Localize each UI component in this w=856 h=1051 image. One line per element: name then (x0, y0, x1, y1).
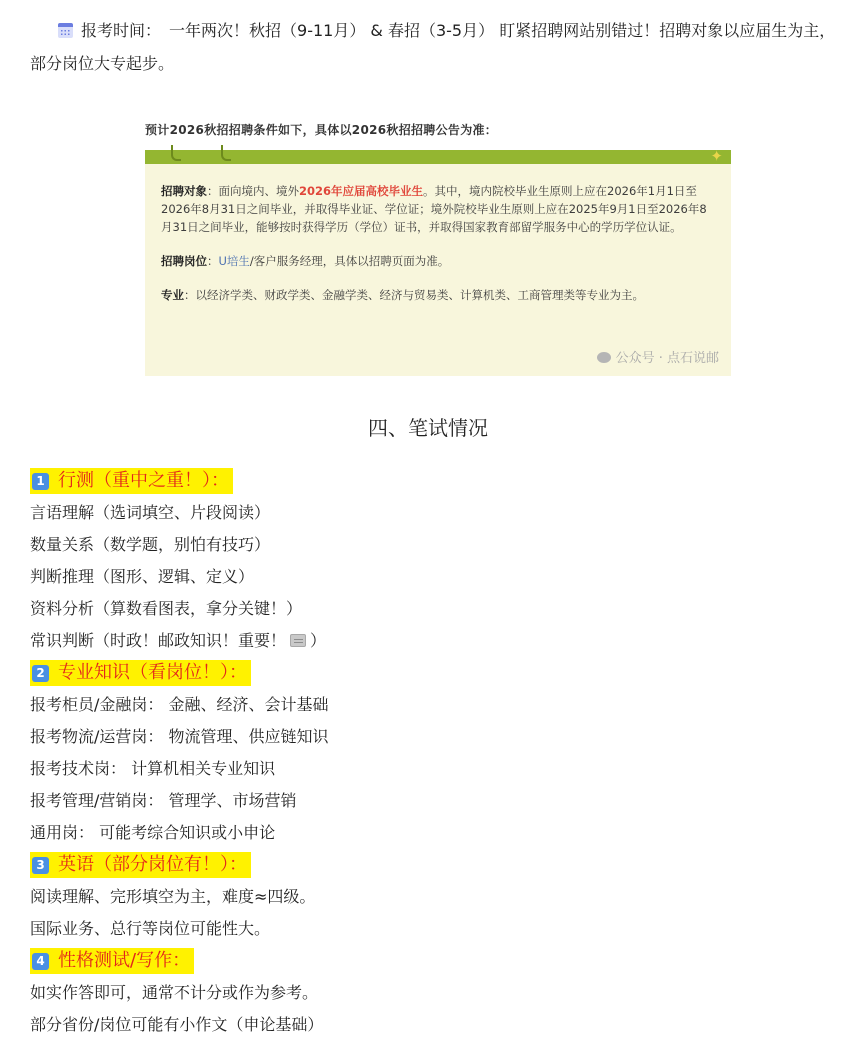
list-item: 报考物流/运营岗： 物流管理、供应链知识 (30, 727, 329, 746)
card-major-text: ：以经济学类、财政学类、金融学类、经济与贸易类、计算机类、工商管理类等专业为主。 (184, 288, 644, 302)
section-heading-text: 英语（部分岗位有！）： (58, 854, 247, 875)
card-target-pre: ：面向境内、境外 (207, 184, 299, 198)
list-item: 报考管理/营销岗： 管理学、市场营销 (30, 791, 297, 810)
card-target-post: 。其中，境内院校毕业生原则上应在2026年1月1日至2026年8月31日之间毕业，并取得毕业证、学位证；境外院校毕业生原则上应在2025年9月1日至2026年8月31日之间毕业，能够按时获得学历（学位）证书，并取得国家教育部留学服务中心的学历学位认证。 (161, 184, 707, 234)
section-heading (30, 849, 830, 881)
section-heading-highlight (30, 660, 251, 686)
card-caption: 预计2026秋招招聘条件如下，具体以2026秋招招聘公告为准： (145, 123, 498, 137)
card-target-highlight: 2026年应届高校毕业生 (299, 184, 424, 198)
calendar-icon (58, 23, 73, 38)
wechat-icon (597, 352, 611, 363)
section-title: 四、笔试情况 (368, 416, 488, 440)
list-item: 如实作答即可，通常不计分或作为参考。 (30, 983, 319, 1002)
card-target-label: 招聘对象 (161, 184, 207, 198)
intro-text: 一年两次！秋招（9-11月） & 春招（3-5月） 盯紧招聘网站别错过！招聘对象以应届生为主，部分岗位大专起步。 (30, 21, 836, 73)
intro-label: 报考时间： (81, 21, 162, 40)
watermark (597, 347, 719, 366)
list-item: 数量关系（数学题，别怕有技巧） (30, 535, 271, 554)
list-item: 部分省份/岗位可能有小作文（申论基础） (30, 1015, 324, 1034)
watermark-text: 公众号 · 点石说邮 (615, 351, 719, 366)
section-heading-highlight (30, 852, 251, 878)
newspaper-icon (290, 634, 306, 647)
intro-paragraph (30, 14, 845, 80)
card-post-paragraph (161, 252, 717, 270)
card-post-colon: ： (207, 254, 219, 268)
number-1-icon: 1 (32, 473, 49, 490)
card-major-paragraph (161, 286, 717, 304)
recruitment-card-image (145, 147, 731, 376)
card-major-label: 专业 (161, 288, 184, 302)
section-heading-highlight (30, 468, 233, 494)
sparkle-icon: ✦ (710, 147, 723, 165)
section-heading-text: 专业知识（看岗位！）： (58, 662, 247, 683)
section-heading-text: 行测（重中之重！）： (58, 470, 229, 491)
list-item-text-end: ） (310, 631, 327, 650)
card-post-label: 招聘岗位 (161, 254, 207, 268)
section-heading (30, 465, 830, 497)
list-item: 资料分析（算数看图表，拿分关键！） (30, 599, 303, 618)
card-post-text: /客户服务经理，具体以招聘页面为准。 (249, 254, 450, 268)
list-item: 通用岗： 可能考综合知识或小申论 (30, 823, 276, 842)
list-item: 阅读理解、完形填空为主，难度≈四级。 (30, 887, 316, 906)
card-body (161, 182, 717, 320)
list-item (30, 625, 830, 657)
section-heading-highlight (30, 948, 194, 974)
section-heading-text: 性格测试/写作： (58, 950, 191, 971)
section-heading (30, 945, 830, 977)
hook-decoration-icon (221, 145, 231, 161)
list-item: 报考柜员/金融岗： 金融、经济、会计基础 (30, 695, 329, 714)
exam-content (30, 465, 830, 1041)
hook-decoration-icon (171, 145, 181, 161)
number-3-icon: 3 (32, 857, 49, 874)
card-top-band (145, 147, 731, 165)
list-item: 报考技术岗： 计算机相关专业知识 (30, 759, 276, 778)
card-post-link[interactable]: U培生 (218, 254, 250, 268)
list-item: 判断推理（图形、逻辑、定义） (30, 567, 255, 586)
card-target-paragraph (161, 182, 717, 236)
list-item-text: 常识判断（时政！邮政知识！重要！ (30, 631, 287, 650)
number-2-icon: 2 (32, 665, 49, 682)
number-4-icon: 4 (32, 953, 49, 970)
section-heading (30, 657, 830, 689)
list-item: 言语理解（选词填空、片段阅读） (30, 503, 271, 522)
list-item: 国际业务、总行等岗位可能性大。 (30, 919, 271, 938)
